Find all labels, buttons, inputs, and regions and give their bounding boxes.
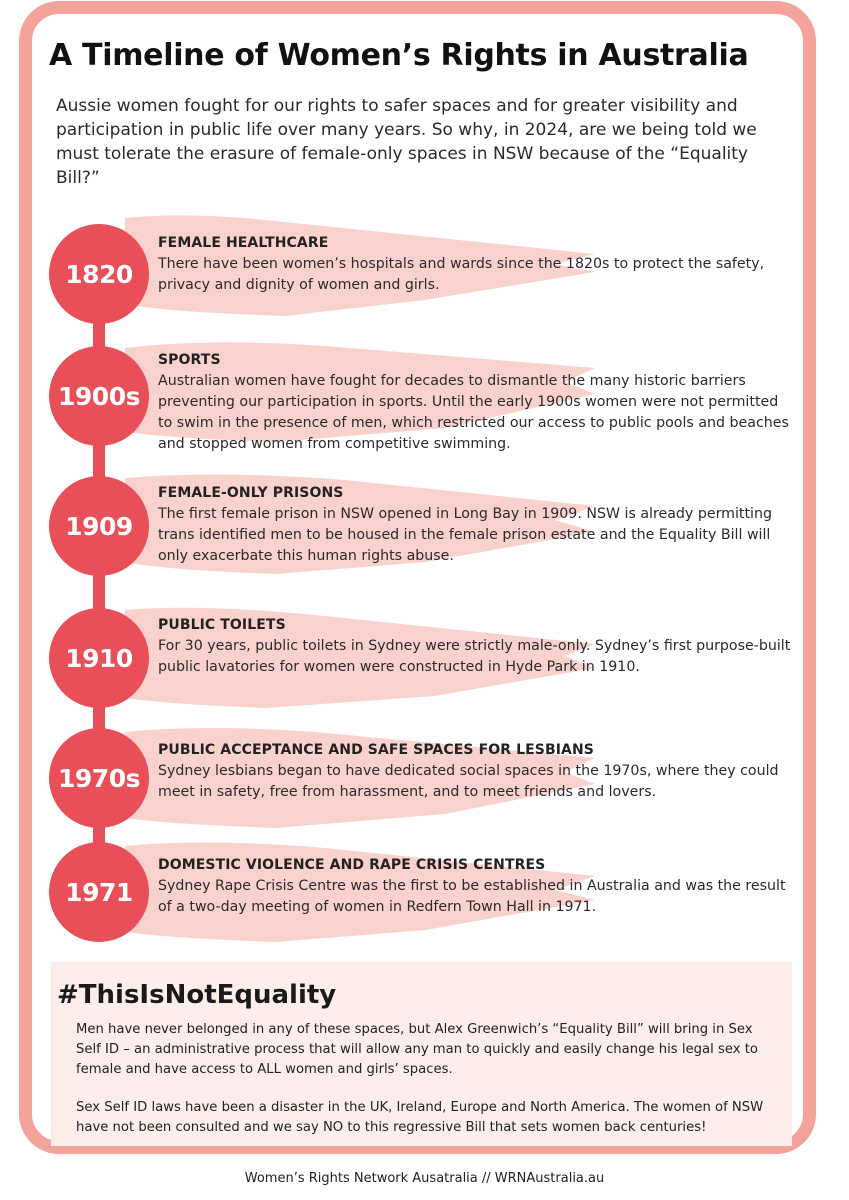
year-circle: 1900s xyxy=(49,346,149,446)
year-circle: 1910 xyxy=(49,608,149,708)
entry-heading: PUBLIC ACCEPTANCE AND SAFE SPACES FOR LESBIANS xyxy=(158,742,594,758)
timeline-entry xyxy=(158,351,793,455)
footer-credit: Women’s Rights Network Ausatralia // WRNAustralia.au xyxy=(244,1171,605,1186)
timeline-entry xyxy=(158,741,793,803)
callout-paragraph: Sex Self ID laws have been a disaster in the UK, Ireland, Europe and North America. The women of NSW have not been consulted and we say NO to this regressive Bill that sets women back centuries! xyxy=(76,1100,764,1135)
entry-text: For 30 years, public toilets in Sydney were strictly male-only. Sydney’s first purpose-built public lavatories for women were constructed in Hyde Park in 1910. xyxy=(158,638,791,675)
timeline-entry xyxy=(158,856,793,918)
entry-text: Sydney Rape Crisis Centre was the first to be established in Australia and was the result of a two-day meeting of women in Redfern Town Hall in 1971. xyxy=(158,878,786,915)
year-circle: 1971 xyxy=(49,842,149,942)
entry-heading: PUBLIC TOILETS xyxy=(158,617,286,633)
timeline-entry xyxy=(158,484,793,567)
year-circle: 1820 xyxy=(49,224,149,324)
hashtag-heading: #ThisIsNotEquality xyxy=(57,980,337,1010)
entry-text: Sydney lesbians began to have dedicated social spaces in the 1970s, where they could meet in safety, free from harassment, and to meet friends and lovers. xyxy=(158,763,779,800)
year-circle: 1909 xyxy=(49,476,149,576)
timeline-entry xyxy=(158,616,793,678)
intro-paragraph: Aussie women fought for our rights to safer spaces and for greater visibility and participation in public life over many years. So why, in 2024, are we being told we must tolerate the erasure of female-only spaces in NSW because of the “Equality Bill?” xyxy=(56,96,757,188)
entry-text: There have been women’s hospitals and wards since the 1820s to protect the safety, privacy and dignity of women and girls. xyxy=(158,256,765,293)
callout-paragraph: Men have never belonged in any of these spaces, but Alex Greenwich’s “Equality Bill” will bring in Sex Self ID – an administrative process that will allow any man to quickly and easily change his legal sex to female and have access to ALL women and girls’ spaces. xyxy=(76,1022,758,1077)
timeline-entry xyxy=(158,234,793,296)
entry-heading: FEMALE-ONLY PRISONS xyxy=(158,485,344,501)
page-title: A Timeline of Women’s Rights in Australia xyxy=(49,38,749,73)
callout-box xyxy=(51,962,792,1146)
entry-heading: FEMALE HEALTHCARE xyxy=(158,235,329,251)
year-circle: 1970s xyxy=(49,728,149,828)
entry-text: The first female prison in NSW opened in Long Bay in 1909. NSW is already permitting trans identified men to be housed in the female prison estate and the Equality Bill will only exacerbate this human rights abuse. xyxy=(158,506,772,564)
entry-heading: DOMESTIC VIOLENCE AND RAPE CRISIS CENTRES xyxy=(158,857,546,873)
entry-heading: SPORTS xyxy=(158,352,221,368)
entry-text: Australian women have fought for decades to dismantle the many historic barriers preventing our participation in sports. Until the early 1900s women were not permitted to swim in the presence of men, which restricted our access to public pools and beaches and stopped women from competitive swimming. xyxy=(158,373,789,452)
